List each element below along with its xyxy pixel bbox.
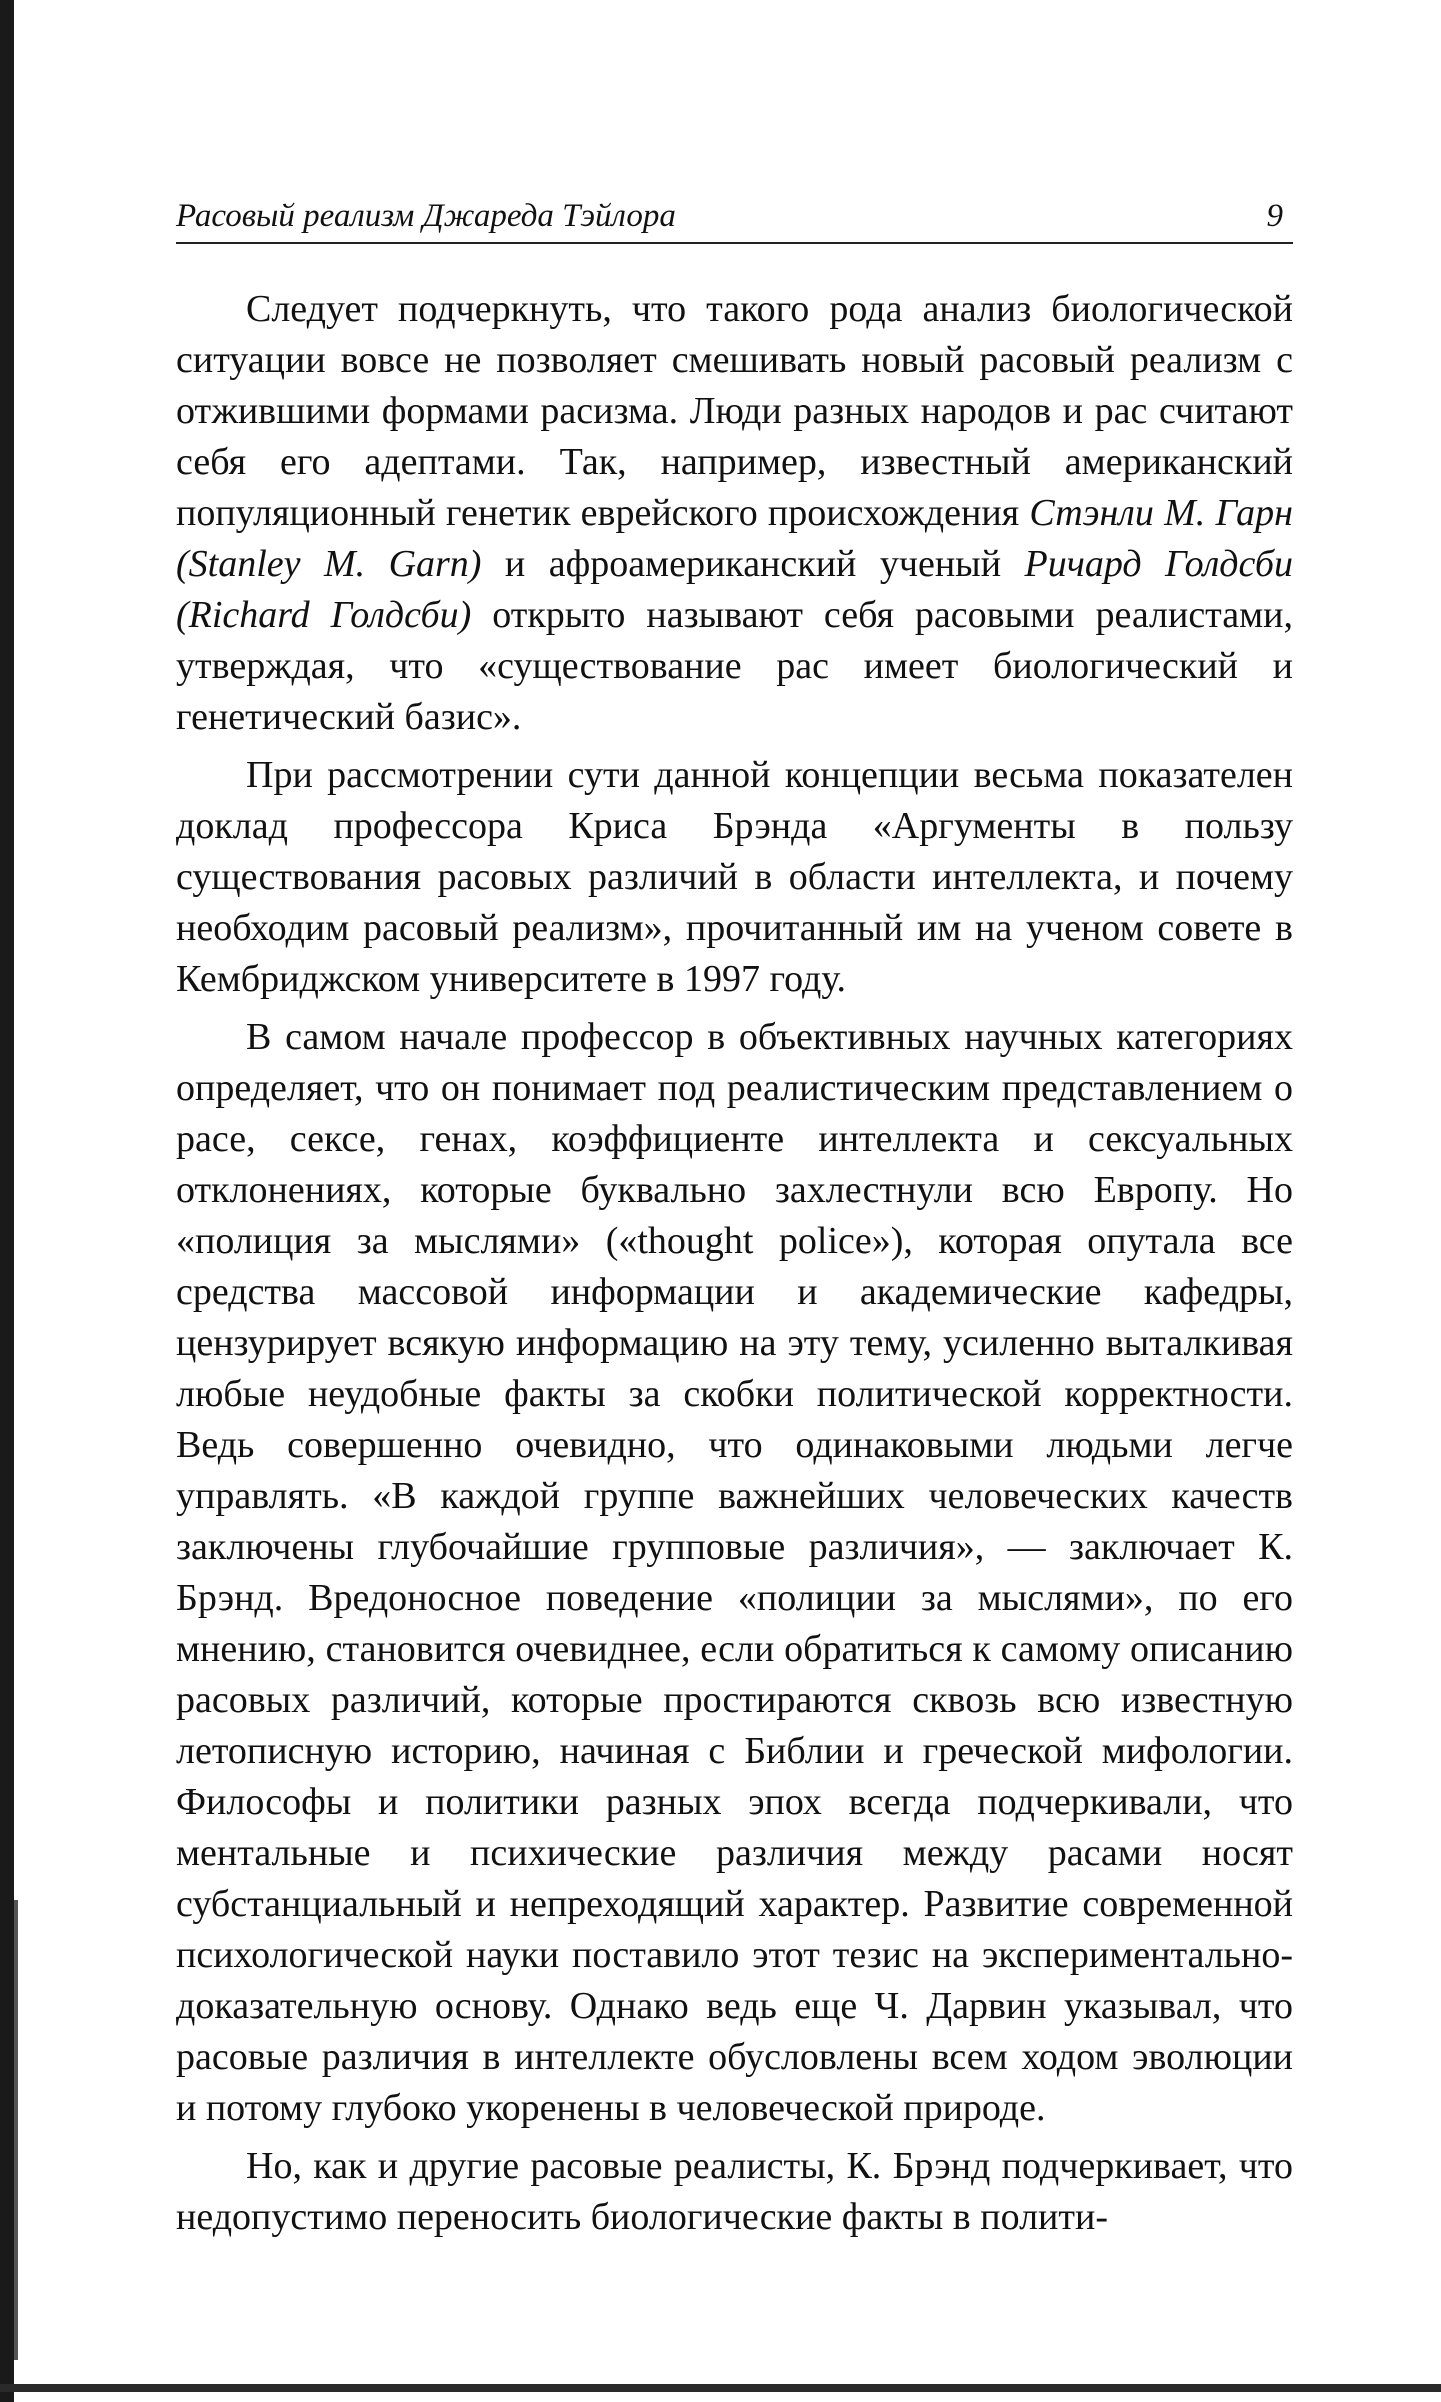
book-page	[176, 196, 1293, 2250]
paragraph-2: При рассмотрении сути данной концепции весьма показателен доклад профессора Криса Брэнда «Аргументы в пользу существования расовых различий в области интеллекта, и почему необходим расовый реализм», прочитанный им на ученом совете в Кембриджском университете в 1997 году.	[176, 754, 1293, 1000]
paragraph-1	[176, 284, 1293, 743]
scan-bottom-edge	[0, 2384, 1441, 2392]
scan-left-edge	[0, 0, 14, 2402]
running-title: Расовый реализм Джареда Тэйлора	[176, 198, 676, 234]
paragraph-4: Но, как и другие расовые реалисты, К. Брэнд подчеркивает, что недопустимо переносить биологические факты в полити-	[176, 2145, 1293, 2238]
scan-left-edge-shadow	[14, 1900, 18, 2360]
italic-name-goldsby: Ричард Голдсби (Richard Голдсби)	[176, 543, 1293, 636]
running-head	[176, 196, 1293, 244]
italic-name-garn: Стэнли М. Гарн (Stanley М. Garn)	[176, 492, 1293, 585]
body-text	[176, 284, 1293, 2243]
paragraph-1-part-2: и афроамериканский ученый	[481, 543, 1025, 585]
page-number: 9	[1266, 198, 1283, 234]
paragraph-1-part-1: Следует подчеркнуть, что такого рода анализ биологической ситуации вовсе не позволяет смешивать новый расовый реализм с отжившими формами расизма. Люди разных народов и рас считают себя его адептами. Так, например, известный американский популяционный генетик еврейского происхождения	[176, 288, 1293, 534]
paragraph-3: В самом начале профессор в объективных научных категориях определяет, что он понимает под реалистическим представлением о расе, сексе, генах, коэффициенте интеллекта и сексуальных отклонениях, которые буквально захлестнули всю Европу. Но «полиция за мыслями» («thought police»), которая опутала все средства массовой информации и академические кафедры, цензурирует всякую информацию на эту тему, усиленно выталкивая любые неудобные факты за скобки политической корректности. Ведь совершенно очевидно, что одинаковыми людьми легче управлять. «В каждой группе важнейших человеческих качеств заключены глубочайшие групповые различия», — заключает К. Брэнд. Вредоносное поведение «полиции за мыслями», по его мнению, становится очевиднее, если обратиться к самому описанию расовых различий, которые простираются сквозь всю известную летописную историю, начиная с Библии и греческой мифологии. Философы и политики разных эпох всегда подчеркивали, что ментальные и психические различия между расами носят субстанциальный и непреходящий характер. Развитие современной психологической науки поставило этот тезис на экспериментально-доказательную основу. Однако ведь еще Ч. Дарвин указывал, что расовые различия в интеллекте обусловлены всем ходом эволюции и потому глубоко укоренены в человеческой природе.	[176, 1016, 1293, 2129]
paragraph-1-part-3: открыто называют себя расовыми реалистами, утверждая, что «существование рас имеет биологический и генетический базис».	[176, 594, 1293, 738]
